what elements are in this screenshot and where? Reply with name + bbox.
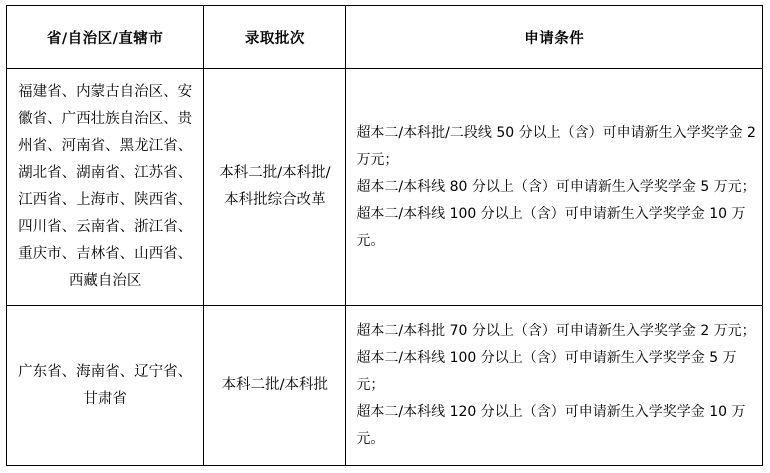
condition-line: 超本二/本科批 70 分以上（含）可申请新生入学奖学金 2 万元； <box>356 323 756 339</box>
batch-cell: 本科二批/本科批/本科批综合改革 <box>204 69 346 306</box>
header-conditions: 申请条件 <box>346 6 763 69</box>
condition-line: 超本二/本科线 100 分以上（含）可申请新生入学奖学金 5 万元； <box>356 350 737 393</box>
condition-line: 超本二/本科线 120 分以上（含）可申请新生入学奖学金 10 万元。 <box>356 404 746 447</box>
scholarship-table <box>6 5 763 466</box>
batch-cell: 本科二批/本科批 <box>204 306 346 466</box>
condition-line: 超本二/本科线 80 分以上（含）可申请新生入学奖学金 5 万元； <box>356 178 756 195</box>
conditions-cell <box>346 306 763 466</box>
conditions-cell <box>346 69 763 306</box>
header-row <box>7 6 763 69</box>
header-region: 省/自治区/直辖市 <box>7 6 204 69</box>
condition-line: 超本二/本科线 100 分以上（含）可申请新生入学奖学金 10 万元。 <box>356 205 746 249</box>
region-cell: 广东省、海南省、辽宁省、甘肃省 <box>7 306 204 466</box>
table-row <box>7 306 763 466</box>
table-row <box>7 69 763 306</box>
condition-line: 超本二/本科批/二段线 50 分以上（含）可申请新生入学奖学金 2 万元； <box>356 124 756 168</box>
header-batch: 录取批次 <box>204 6 346 69</box>
region-cell: 福建省、内蒙古自治区、安徽省、广西壮族自治区、贵州省、河南省、黑龙江省、湖北省、湖南省、江苏省、江西省、上海市、陕西省、四川省、云南省、浙江省、重庆市、吉林省、山西省、西藏自治区 <box>7 69 204 306</box>
